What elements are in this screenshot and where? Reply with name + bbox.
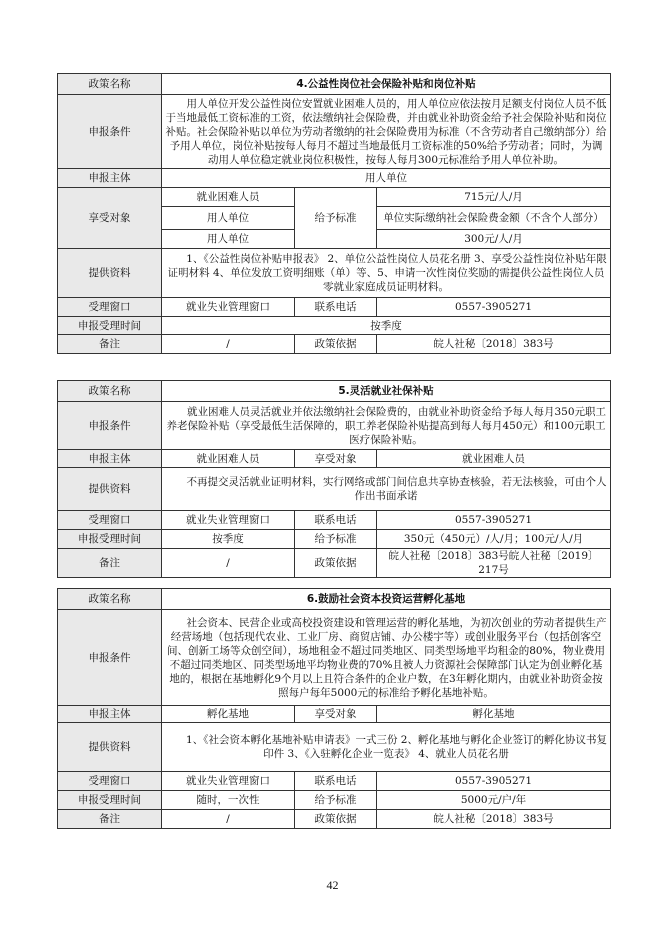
materials-label: 提供资料 <box>58 249 162 298</box>
target-label: 享受对象 <box>58 188 162 249</box>
basis-label: 政策依据 <box>295 549 377 578</box>
policy-table-6 <box>57 588 611 829</box>
window-label: 受理窗口 <box>58 511 162 530</box>
policy-name-label: 政策名称 <box>58 589 162 610</box>
standard-value: 5000元/户/年 <box>377 791 611 810</box>
basis-value: 皖人社秘〔2018〕383号 <box>377 810 611 829</box>
target-value: 用人单位 <box>162 207 295 230</box>
page-number: 42 <box>326 878 339 892</box>
subject-value: 用人单位 <box>162 169 611 188</box>
policy-table-4 <box>57 73 611 354</box>
standard-value: 单位实际缴纳社会保险费金额（不含个人部分） <box>377 207 611 230</box>
subject-value: 孵化基地 <box>162 706 295 723</box>
phone-value: 0557-3905271 <box>377 511 611 530</box>
standard-value: 300元/人/月 <box>377 230 611 249</box>
time-value: 随时，一次性 <box>162 791 295 810</box>
conditions-label: 申报条件 <box>58 610 162 706</box>
conditions-label: 申报条件 <box>58 402 162 450</box>
remark-label: 备注 <box>58 549 162 578</box>
subject-label: 申报主体 <box>58 450 162 468</box>
remark-label: 备注 <box>58 810 162 829</box>
phone-value: 0557-3905271 <box>377 298 611 317</box>
conditions-label: 申报条件 <box>58 95 162 169</box>
target-value: 用人单位 <box>162 230 295 249</box>
target-value: 孵化基地 <box>377 706 611 723</box>
remark-value: / <box>162 549 295 578</box>
policy-table-5 <box>57 380 611 578</box>
conditions-text: 社会资本、民营企业或高校投资建设和管理运营的孵化基地，为初次创业的劳动者提供生产经营场地（包括现代农业、工业厂房、商贸店铺、办公楼宇等）或创业服务平台（包括创客空间、创新工场等众创空间），场地租金不超过同类地区、同类型场地平均租金的80%，物业费用不超过同类地区、同类型场地平均物业费的70%且被人力资源社会保障部门认定为创业孵化基地的，根据在基地孵化9个月以上且符合条件的企业户数，在3年孵化期内，由就业补助资金按照每户每年5000元的标准给予孵化基地补贴。 <box>162 610 611 706</box>
conditions-text: 就业困难人员灵活就业并依法缴纳社会保险费的，由就业补助资金给予每人每月350元职工养老保险补贴（享受最低生活保障的，职工养老保险补贴提高到每人每月450元）和100元职工医疗保险补贴。 <box>162 402 611 450</box>
window-label: 受理窗口 <box>58 298 162 317</box>
policy-title: 6.鼓励社会资本投资运营孵化基地 <box>162 589 611 610</box>
remark-value: / <box>162 335 295 354</box>
standard-label: 给予标准 <box>295 530 377 549</box>
window-value: 就业失业管理窗口 <box>162 298 295 317</box>
target-value: 就业困难人员 <box>377 450 611 468</box>
window-value: 就业失业管理窗口 <box>162 511 295 530</box>
window-label: 受理窗口 <box>58 772 162 791</box>
standard-label: 给予标准 <box>295 188 377 249</box>
policy-name-label: 政策名称 <box>58 74 162 95</box>
remark-label: 备注 <box>58 335 162 354</box>
basis-label: 政策依据 <box>295 810 377 829</box>
materials-text: 不再提交灵活就业证明材料，实行网络或部门间信息共享协查核验，若无法核验，可由个人作出书面承诺 <box>162 468 611 511</box>
standard-value: 715元/人/月 <box>377 188 611 207</box>
subject-label: 申报主体 <box>58 706 162 723</box>
window-value: 就业失业管理窗口 <box>162 772 295 791</box>
materials-text: 1、《社会资本孵化基地补贴申请表》一式三份 2、孵化基地与孵化企业签订的孵化协议书复印件 3、《入驻孵化企业一览表》 4、就业人员花名册 <box>162 723 611 772</box>
materials-label: 提供资料 <box>58 723 162 772</box>
phone-label: 联系电话 <box>295 298 377 317</box>
materials-label: 提供资料 <box>58 468 162 511</box>
subject-label: 申报主体 <box>58 169 162 188</box>
target-label: 享受对象 <box>295 706 377 723</box>
standard-label: 给予标准 <box>295 791 377 810</box>
phone-label: 联系电话 <box>295 772 377 791</box>
basis-value: 皖人社秘〔2018〕383号 <box>377 335 611 354</box>
materials-text: 1、《公益性岗位补贴申报表》 2、单位公益性岗位人员花名册 3、享受公益性岗位补贴年限证明材料 4、单位发放工资明细账（单）等、5、申请一次性岗位奖励的需提供公益性岗位人员零就业家庭成员证明材料。 <box>162 249 611 298</box>
time-label: 申报受理时间 <box>58 791 162 810</box>
standard-value: 350元（450元）/人/月；100元/人/月 <box>377 530 611 549</box>
time-label: 申报受理时间 <box>58 530 162 549</box>
target-value: 就业困难人员 <box>162 188 295 207</box>
remark-value: / <box>162 810 295 829</box>
target-label: 享受对象 <box>295 450 377 468</box>
basis-value: 皖人社秘〔2018〕383号皖人社秘〔2019〕217号 <box>377 549 611 578</box>
policy-name-label: 政策名称 <box>58 381 162 402</box>
time-label: 申报受理时间 <box>58 317 162 335</box>
policy-title: 4.公益性岗位社会保险补贴和岗位补贴 <box>162 74 611 95</box>
phone-value: 0557-3905271 <box>377 772 611 791</box>
subject-value: 就业困难人员 <box>162 450 295 468</box>
phone-label: 联系电话 <box>295 511 377 530</box>
time-value: 按季度 <box>162 530 295 549</box>
conditions-text: 用人单位开发公益性岗位安置就业困难人员的，用人单位应依法按月足额支付岗位人员不低于当地最低工资标准的工资，依法缴纳社会保险费，并由就业补助资金给予社会保险补贴和岗位补贴。社会保险补贴以单位为劳动者缴纳的社会保险费用为标准（不含劳动者自己缴纳部分）给予用人单位，岗位补贴按每人每月不超过当地最低月工资标准的50%给予劳动者；同时，为调动用人单位稳定就业岗位积极性，按每人每月300元标准给予用人单位补助。 <box>162 95 611 169</box>
basis-label: 政策依据 <box>295 335 377 354</box>
policy-title: 5.灵活就业社保补贴 <box>162 381 611 402</box>
time-value: 按季度 <box>162 317 611 335</box>
